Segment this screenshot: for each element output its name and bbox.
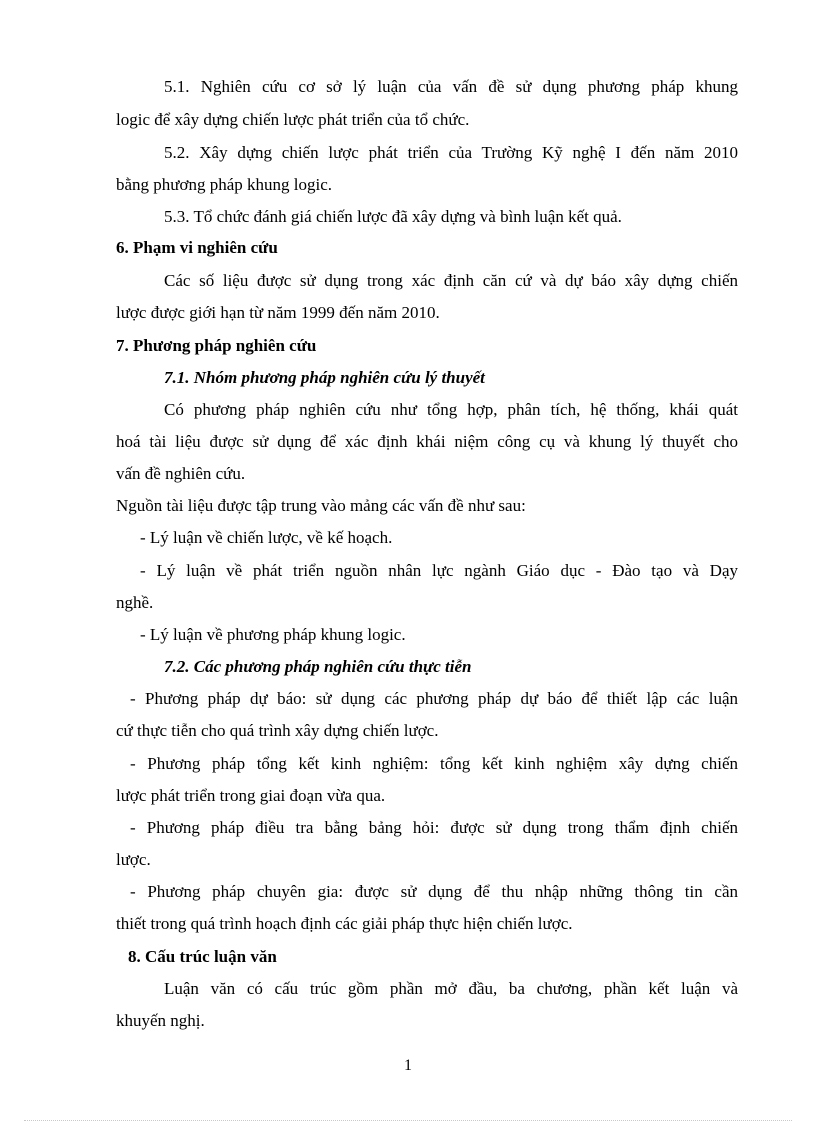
paragraph-line: vấn đề nghiên cứu. xyxy=(116,464,246,483)
list-item: - Lý luận về phát triển nguồn nhân lực ngành Giáo dục - Đào tạo và Dạy xyxy=(140,561,738,580)
list-item: - Lý luận về chiến lược, về kế hoạch. xyxy=(140,528,393,547)
paragraph-line: thiết trong quá trình hoạch định các giải pháp thực hiện chiến lược. xyxy=(116,914,573,933)
list-item: - Phương pháp tổng kết kinh nghiệm: tổng kết kinh nghiệm xây dựng chiến xyxy=(130,754,738,773)
paragraph-line: hoá tài liệu được sử dụng để xác định khái niệm công cụ và khung lý thuyết cho xyxy=(116,432,738,451)
subsection-heading: 7.1. Nhóm phương pháp nghiên cứu lý thuyết xyxy=(164,368,485,387)
list-item: - Phương pháp chuyên gia: được sử dụng để thu nhập những thông tin cần xyxy=(130,882,738,901)
section-heading: 7. Phương pháp nghiên cứu xyxy=(116,336,317,355)
list-item: - Lý luận về phương pháp khung logic. xyxy=(140,625,406,644)
list-item: - Phương pháp dự báo: sử dụng các phương pháp dự báo để thiết lập các luận xyxy=(130,689,738,708)
paragraph-line: 5.1. Nghiên cứu cơ sở lý luận của vấn đề sử dụng phương pháp khung xyxy=(164,77,738,96)
paragraph-line: nghề. xyxy=(116,593,154,612)
page-number: 1 xyxy=(404,1057,412,1074)
page-bottom-border xyxy=(24,1120,792,1121)
paragraph-line: cứ thực tiễn cho quá trình xây dựng chiến lược. xyxy=(116,721,439,740)
section-heading: 6. Phạm vi nghiên cứu xyxy=(116,238,278,257)
paragraph-line: logic để xây dựng chiến lược phát triển của tổ chức. xyxy=(116,110,470,129)
paragraph-line: lược được giới hạn từ năm 1999 đến năm 2010. xyxy=(116,303,440,322)
paragraph-line: lược. xyxy=(116,850,151,869)
subsection-heading: 7.2. Các phương pháp nghiên cứu thực tiễn xyxy=(164,657,472,676)
paragraph-line: khuyến nghị. xyxy=(116,1011,205,1030)
paragraph-line: Có phương pháp nghiên cứu như tổng hợp, phân tích, hệ thống, khái quát xyxy=(164,400,738,419)
paragraph-line: Luận văn có cấu trúc gồm phần mở đầu, ba chương, phần kết luận và xyxy=(164,979,738,998)
paragraph-line: lược phát triển trong giai đoạn vừa qua. xyxy=(116,786,386,805)
paragraph-line: Các số liệu được sử dụng trong xác định căn cứ và dự báo xây dựng chiến xyxy=(164,271,738,290)
list-item: - Phương pháp điều tra bằng bảng hỏi: được sử dụng trong thẩm định chiến xyxy=(130,818,738,837)
paragraph-line: Nguồn tài liệu được tập trung vào mảng các vấn đề như sau: xyxy=(116,496,526,515)
section-heading: 8. Cấu trúc luận văn xyxy=(128,947,277,966)
paragraph-line: bằng phương pháp khung logic. xyxy=(116,175,333,194)
paragraph-line: 5.3. Tổ chức đánh giá chiến lược đã xây dựng và bình luận kết quả. xyxy=(164,207,622,226)
paragraph-line: 5.2. Xây dựng chiến lược phát triển của Trường Kỹ nghệ I đến năm 2010 xyxy=(164,143,738,162)
